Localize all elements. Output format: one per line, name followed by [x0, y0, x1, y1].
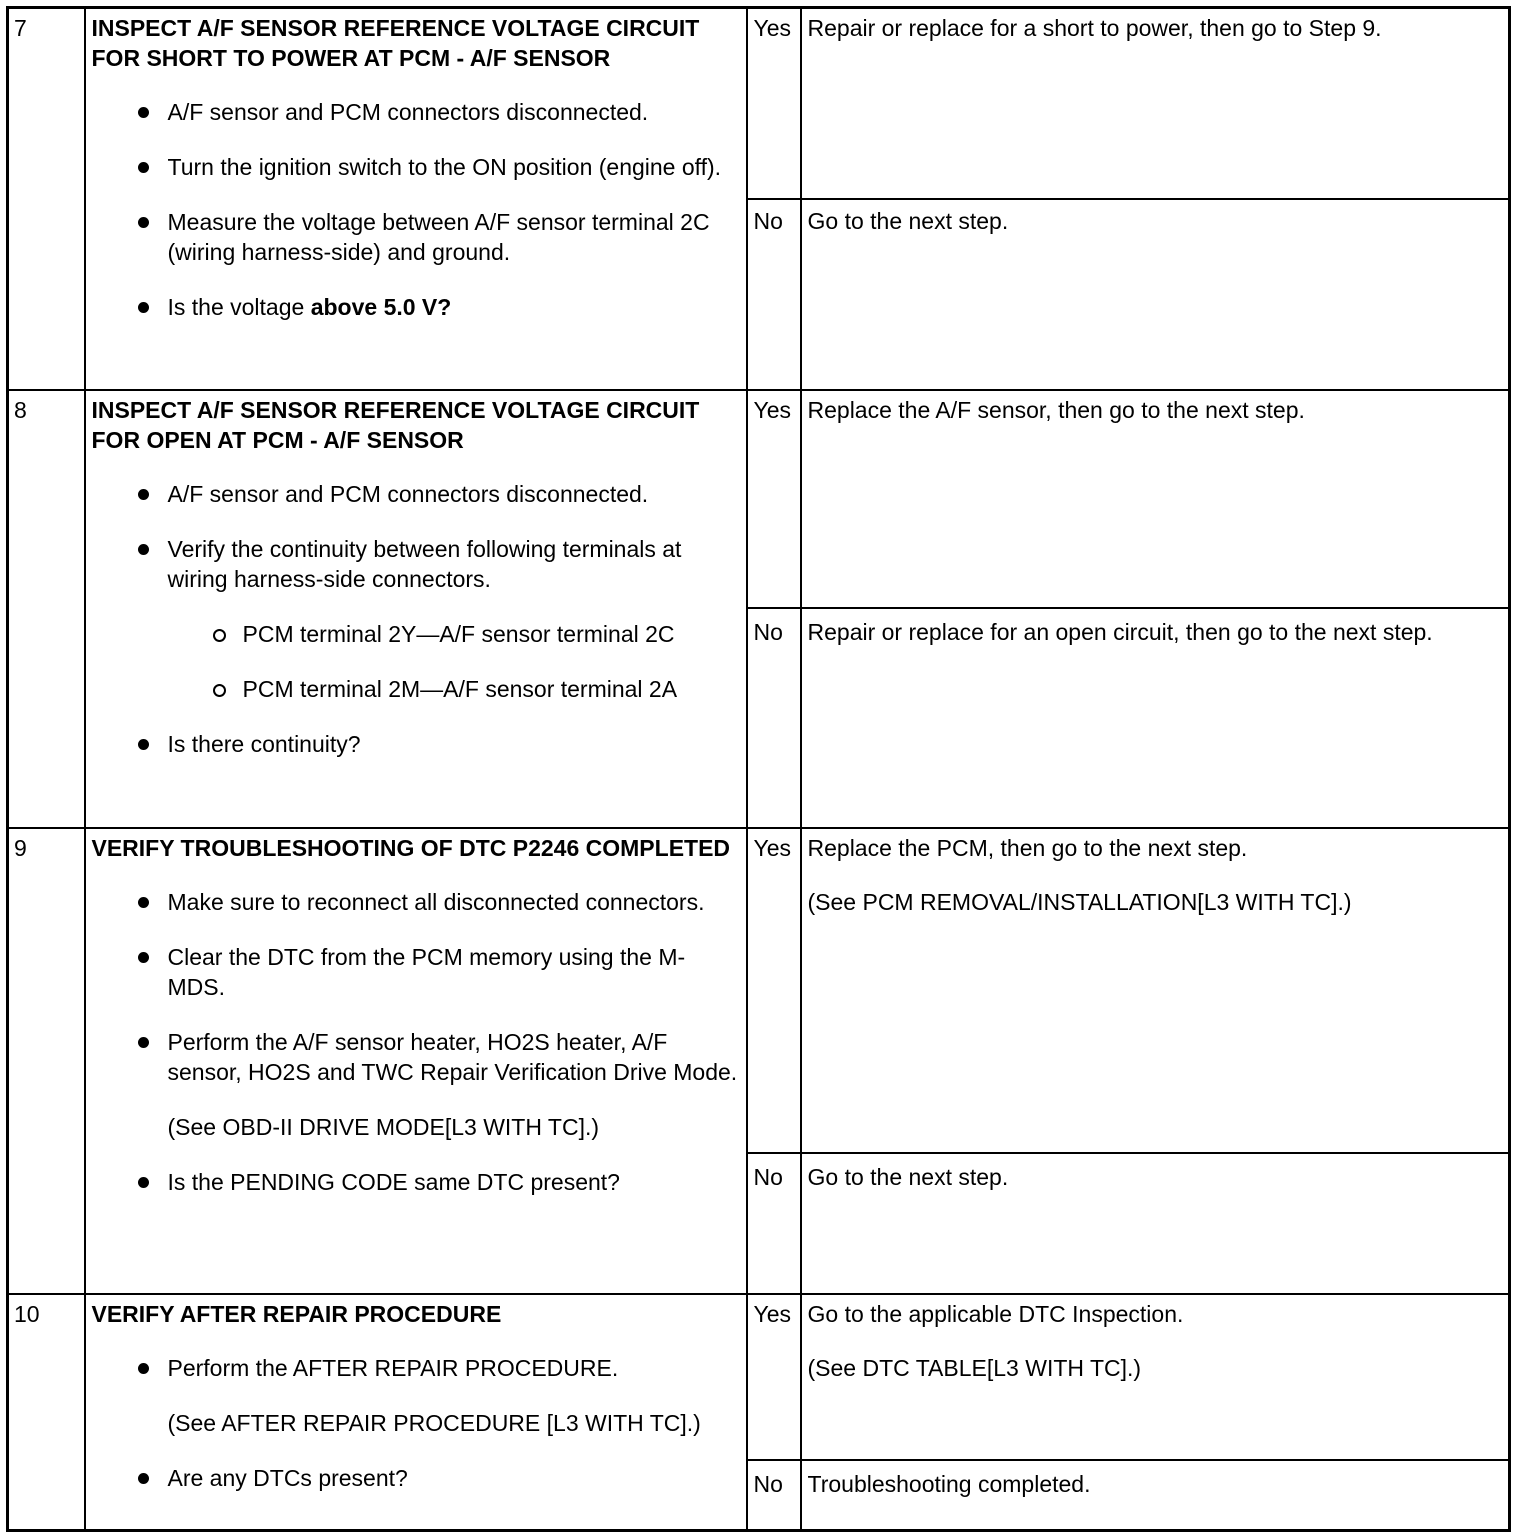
bullet-item: Perform the AFTER REPAIR PROCEDURE. — [92, 1353, 738, 1383]
action-text: Replace the PCM, then go to the next step. — [807, 835, 1248, 862]
yes-action — [801, 828, 1510, 1153]
question-item: Are any DTCs present? — [92, 1463, 738, 1493]
no-action — [801, 608, 1510, 828]
step-instructions — [85, 1294, 747, 1530]
table-row — [8, 390, 1510, 608]
table-row — [8, 828, 1510, 1153]
action-see-link[interactable]: (See DTC TABLE[L3 WITH TC].) — [807, 1355, 1142, 1382]
question-item: Is the PENDING CODE same DTC present? — [92, 1167, 738, 1197]
step-title: INSPECT A/F SENSOR REFERENCE VOLTAGE CIRCUIT FOR SHORT TO POWER AT PCM - A/F SENSOR — [91, 15, 700, 71]
no-label: No — [747, 608, 801, 828]
action-text: Troubleshooting completed. — [807, 1471, 1091, 1498]
action-see-link[interactable]: (See PCM REMOVAL/INSTALLATION[L3 WITH TC].) — [807, 889, 1352, 916]
reference-note: (See OBD-II DRIVE MODE[L3 WITH TC].) — [167, 1114, 600, 1141]
yes-label: Yes — [747, 390, 801, 608]
action-text: Repair or replace for an open circuit, then go to the next step. — [807, 618, 1433, 645]
step-title: INSPECT A/F SENSOR REFERENCE VOLTAGE CIRCUIT FOR OPEN AT PCM - A/F SENSOR — [91, 396, 700, 453]
step-number: 8 — [8, 390, 85, 828]
reference-note: (See AFTER REPAIR PROCEDURE [L3 WITH TC].) — [167, 1410, 701, 1437]
step-title: VERIFY TROUBLESHOOTING OF DTC P2246 COMPLETED — [91, 835, 731, 862]
bullet-item: Turn the ignition switch to the ON position (engine off). — [92, 152, 738, 182]
sub-bullet-item: PCM terminal 2Y—A/F sensor terminal 2C — [92, 619, 738, 649]
step-instructions — [85, 828, 747, 1294]
bullet-item: A/F sensor and PCM connectors disconnected. — [92, 479, 738, 509]
table-row — [8, 1294, 1510, 1460]
step-instructions — [85, 390, 747, 828]
bullet-item: Verify the continuity between following terminals at wiring harness-side connectors. — [92, 534, 738, 594]
step-title: VERIFY AFTER REPAIR PROCEDURE — [91, 1301, 502, 1328]
action-text: Go to the next step. — [807, 207, 1009, 234]
bullet-item: Perform the A/F sensor heater, HO2S heater, A/F sensor, HO2S and TWC Repair Verification Drive Mode. — [92, 1027, 738, 1087]
no-label: No — [747, 199, 801, 390]
yes-label: Yes — [747, 828, 801, 1153]
step-number: 9 — [8, 828, 85, 1294]
sub-bullet-item: PCM terminal 2M—A/F sensor terminal 2A — [92, 674, 738, 704]
no-action — [801, 1460, 1510, 1530]
action-text: Repair or replace for a short to power, then go to Step 9. — [807, 15, 1382, 41]
step-number: 10 — [8, 1294, 85, 1530]
no-action — [801, 1153, 1510, 1294]
yes-action — [801, 8, 1510, 199]
no-label: No — [747, 1153, 801, 1294]
question-item — [92, 292, 738, 322]
step-number: 7 — [8, 8, 85, 390]
bullet-item: Measure the voltage between A/F sensor terminal 2C (wiring harness-side) and ground. — [92, 207, 738, 267]
yes-action — [801, 390, 1510, 608]
bullet-item: Make sure to reconnect all disconnected connectors. — [92, 887, 738, 917]
question-item: Is there continuity? — [92, 729, 738, 759]
action-text: Go to the applicable DTC Inspection. — [807, 1301, 1184, 1328]
action-text: Replace the A/F sensor, then go to the next step. — [807, 396, 1305, 423]
question-emphasis: above 5.0 V? — [310, 294, 452, 320]
yes-label: Yes — [747, 1294, 801, 1460]
bullet-item: A/F sensor and PCM connectors disconnected. — [92, 97, 738, 127]
no-action — [801, 199, 1510, 390]
troubleshooting-table — [6, 6, 1511, 1532]
question-text: Is the voltage — [167, 294, 311, 320]
table-row — [8, 8, 1510, 199]
bullet-item: Clear the DTC from the PCM memory using the M-MDS. — [92, 942, 738, 1002]
step-instructions — [85, 8, 747, 390]
action-text: Go to the next step. — [807, 1164, 1009, 1191]
no-label: No — [747, 1460, 801, 1530]
yes-label: Yes — [747, 8, 801, 199]
yes-action — [801, 1294, 1510, 1460]
